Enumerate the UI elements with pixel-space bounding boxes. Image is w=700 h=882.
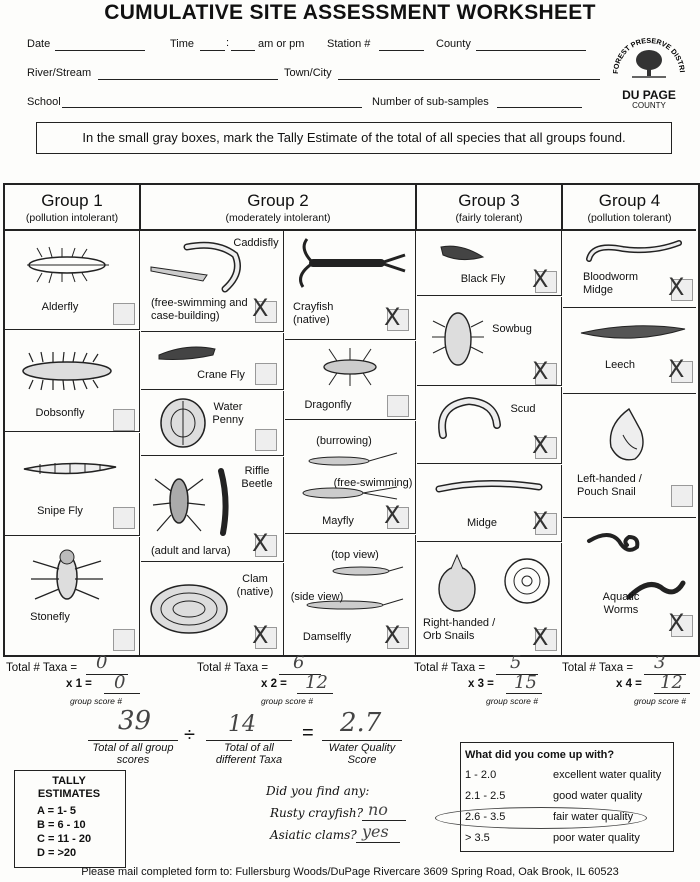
date-field[interactable]: [55, 50, 145, 51]
group-subtitle: (fairly tolerant): [455, 212, 523, 224]
total-taxa-value: 14: [228, 712, 256, 737]
tally-box[interactable]: [255, 429, 277, 451]
organism-name: Left-handed / Pouch Snail: [577, 473, 642, 498]
snails-illustration: [431, 551, 555, 615]
tally-mark: X: [252, 294, 269, 322]
riffle-beetle-illustration: [151, 461, 241, 537]
organism-name: Midge: [467, 517, 497, 529]
bloodworm-illustration: [583, 237, 683, 267]
group-title: Group 2: [247, 191, 309, 210]
wq-title: What did you come up with?: [465, 749, 615, 761]
time-label: Time: [170, 38, 195, 50]
damselfly-top-view-note: (top view): [331, 549, 379, 561]
total-taxa-label: Total # Taxa =: [197, 662, 269, 674]
river-field[interactable]: [98, 79, 278, 80]
wq-quality: good water quality: [553, 790, 643, 802]
mayfly-burrowing-note: (burrowing): [316, 435, 372, 447]
logo-sub: COUNTY: [632, 101, 666, 110]
mayfly-free-swimming-note: (free-swimming): [333, 477, 413, 489]
water-quality-score-label: Water Quality Score: [328, 742, 396, 766]
town-field[interactable]: [338, 79, 600, 80]
cell-mayfly: [285, 421, 416, 534]
cell-caddisfly: [141, 231, 284, 332]
tally-mark: X: [252, 621, 269, 649]
tally-box[interactable]: [671, 485, 693, 507]
crayfish-question: Rusty crayfish?: [270, 806, 364, 820]
group-2-header: [141, 185, 417, 231]
tally-row: B = 6 - 10: [37, 819, 86, 831]
multiplier: x 3 =: [468, 678, 494, 690]
organism-name: Alderfly: [41, 301, 79, 313]
group-subtitle: (pollution tolerant): [587, 212, 672, 224]
cell-alderfly: [5, 231, 140, 330]
group-score-label: group score #: [634, 696, 686, 706]
damselfly-illustration: [295, 561, 405, 617]
tally-box[interactable]: [255, 363, 277, 385]
organism-name: Dragonfly: [304, 399, 352, 411]
instruction-box: In the small gray boxes, mark the Tally Estimate of the total of all species that all groups found.: [36, 122, 672, 154]
subsamples-field[interactable]: [497, 107, 582, 108]
organism-name: Right-handed / Orb Snails: [423, 617, 496, 642]
tally-mark: X: [384, 621, 401, 649]
selected-range-circle: [435, 807, 647, 829]
cell-crayfish: [285, 231, 416, 340]
cell-sowbug: [417, 297, 562, 386]
cell-aquatic-worms: [563, 519, 696, 655]
cell-water-penny: [141, 391, 284, 456]
date-label: Date: [27, 38, 51, 50]
tally-mark: X: [252, 529, 269, 557]
water-quality-table: [460, 742, 674, 852]
station-label: Station #: [327, 38, 371, 50]
organism-name: Crayfish (native): [293, 301, 334, 326]
total-taxa-label: Total # Taxa =: [562, 662, 634, 674]
total-scores-value: 39: [118, 706, 152, 736]
cell-bloodworm: [563, 231, 696, 308]
school-label: School: [27, 96, 61, 108]
tally-mark: X: [668, 273, 685, 301]
organism-grid: [3, 183, 700, 657]
cell-clam: [141, 563, 284, 655]
organism-name: Leech: [605, 359, 635, 371]
organism-name: Dobsonfly: [35, 407, 85, 419]
wq-quality: excellent water quality: [553, 769, 662, 781]
dobsonfly-illustration: [15, 351, 120, 391]
wq-quality: poor water quality: [553, 832, 640, 844]
scud-illustration: [433, 395, 503, 445]
group-score-value: 0: [114, 672, 126, 693]
station-field[interactable]: [379, 50, 424, 51]
county-field[interactable]: [476, 50, 586, 51]
multiplier: x 2 =: [261, 678, 287, 690]
tally-mark: X: [532, 265, 549, 293]
group-score-label: group score #: [261, 696, 313, 706]
black-fly-illustration: [437, 241, 487, 265]
tally-mark: X: [532, 507, 549, 535]
wq-range: 1 - 2.0: [465, 769, 497, 781]
tree-icon: [610, 26, 688, 84]
total-taxa-value: 0: [96, 652, 108, 673]
tally-title: TALLY ESTIMATES: [37, 775, 101, 800]
tally-estimates-box: [14, 770, 126, 868]
cell-right-handed-snails: [417, 543, 562, 655]
riffle-note: (adult and larva): [151, 545, 231, 557]
clam-illustration: [149, 577, 231, 637]
cell-dragonfly: [285, 341, 416, 420]
total-taxa-value: 3: [654, 652, 666, 673]
wq-range: 2.1 - 2.5: [465, 790, 506, 802]
tally-row: D = >20: [37, 847, 77, 859]
subsamples-label: Number of sub-samples: [372, 96, 489, 108]
river-label: River/Stream: [27, 67, 92, 79]
organism-name: Black Fly: [460, 273, 506, 285]
tally-box[interactable]: [113, 629, 135, 651]
cell-pouch-snail: [563, 395, 696, 518]
group-title: Group 3: [458, 191, 520, 210]
water-quality-score-value: 2.7: [340, 708, 382, 738]
group-score-label: group score #: [486, 696, 538, 706]
sowbug-illustration: [431, 305, 485, 371]
total-scores-label: Total of all group scores: [92, 742, 174, 766]
organism-name: Mayfly: [322, 515, 354, 527]
organism-name: Crane Fly: [197, 369, 245, 381]
organism-name: Bloodworm Midge: [583, 271, 639, 296]
tally-box[interactable]: [113, 303, 135, 325]
cell-crane-fly: [141, 333, 284, 390]
midge-illustration: [433, 475, 545, 499]
leech-illustration: [577, 321, 689, 345]
tally-mark: X: [384, 501, 401, 529]
dragonfly-illustration: [315, 347, 385, 387]
time-colon: :: [226, 37, 230, 49]
tally-mark: X: [384, 303, 401, 331]
group-1-header: [5, 185, 141, 231]
clams-question: Asiatic clams?: [270, 828, 357, 842]
county-label: County: [436, 38, 471, 50]
tally-box[interactable]: [113, 507, 135, 529]
wq-quality: fair water quality: [553, 811, 634, 823]
wq-range: > 3.5: [465, 832, 490, 844]
questions-intro: Did you find any:: [266, 784, 370, 798]
tally-box[interactable]: [113, 409, 135, 431]
organism-name: Riffle Beetle: [241, 465, 273, 490]
divide-sign: ÷: [184, 724, 195, 746]
crayfish-answer[interactable]: no: [368, 800, 388, 819]
group-subtitle: (moderately intolerant): [225, 212, 331, 224]
total-taxa-label: Total # Taxa =: [414, 662, 486, 674]
organism-name: Damselfly: [302, 631, 352, 643]
organism-name: Stonefly: [30, 611, 70, 623]
group-4-total: [562, 652, 696, 706]
group-score-value: 15: [514, 672, 537, 693]
tally-mark: X: [668, 355, 685, 383]
caddisfly-note: (free-swimming and case-building): [151, 297, 248, 322]
crane-fly-illustration: [157, 341, 217, 363]
organism-name: Water Penny: [212, 401, 244, 426]
cell-damselfly: [285, 535, 416, 655]
cell-midge: [417, 465, 562, 542]
am-pm-label: am or pm: [258, 38, 305, 50]
tally-mark: X: [532, 431, 549, 459]
cell-leech: [563, 309, 696, 394]
tally-row: C = 11 - 20: [37, 833, 92, 845]
total-taxa-label: Total of all different Taxa: [215, 742, 283, 766]
tally-box[interactable]: [387, 395, 409, 417]
forest-preserve-logo: [610, 26, 688, 112]
stonefly-illustration: [25, 547, 110, 607]
pouch-snail-illustration: [599, 405, 651, 465]
group-3-total: [414, 652, 554, 706]
group-title: Group 1: [41, 191, 103, 210]
group-4-header: [563, 185, 696, 231]
group-1-total: [6, 652, 156, 706]
group-score-value: 12: [660, 672, 683, 693]
school-field[interactable]: [62, 107, 362, 108]
town-label: Town/City: [284, 67, 332, 79]
equals-sign: =: [302, 722, 314, 744]
alderfly-illustration: [17, 245, 117, 285]
organism-name: Snipe Fly: [37, 505, 83, 517]
group-score-label: group score #: [70, 696, 122, 706]
total-taxa-label: Total # Taxa =: [6, 662, 78, 674]
time-hour-field[interactable]: [200, 50, 225, 51]
tally-row: A = 1- 5: [37, 805, 77, 817]
cell-riffle-beetle: [141, 457, 284, 562]
damselfly-side-view-note: (side view): [290, 591, 344, 603]
tally-mark: X: [532, 357, 549, 385]
tally-mark: X: [532, 623, 549, 651]
cell-scud: [417, 387, 562, 464]
organism-name: Aquatic Worms: [602, 591, 640, 616]
organism-name: Scud: [510, 403, 536, 415]
cell-stonefly: [5, 537, 140, 655]
tally-mark: X: [668, 609, 685, 637]
page-title: CUMULATIVE SITE ASSESSMENT WORKSHEET: [104, 1, 596, 24]
group-3-header: [417, 185, 563, 231]
cell-dobsonfly: [5, 331, 140, 432]
clams-answer[interactable]: yes: [362, 822, 389, 841]
crayfish-illustration: [293, 235, 411, 291]
cell-snipe-fly: [5, 433, 140, 536]
mailing-footer: Please mail completed form to: Fullersburg Woods/DuPage Rivercare 3609 Spring Road, Oak Brook, IL 60523: [81, 866, 619, 878]
total-taxa-value: 5: [510, 652, 522, 673]
water-penny-illustration: [157, 397, 209, 449]
organism-name: Caddisfly: [233, 237, 279, 249]
wq-range: 2.6 - 3.5: [465, 811, 506, 823]
logo-name: DU PAGE: [622, 88, 676, 102]
total-taxa-value: 6: [293, 652, 305, 673]
organism-name: Clam (native): [236, 573, 274, 598]
group-score-value: 12: [305, 672, 328, 693]
group-2-total: [197, 652, 347, 706]
time-minute-field[interactable]: [231, 50, 255, 51]
group-subtitle: (pollution intolerant): [25, 212, 119, 224]
multiplier: x 1 =: [66, 678, 92, 690]
group-title: Group 4: [598, 191, 661, 210]
organism-name: Sowbug: [492, 323, 532, 335]
snipe-fly-illustration: [20, 457, 120, 481]
cell-black-fly: [417, 231, 562, 296]
logo-arc-text: FOREST PRESERVE DISTRI: [610, 35, 687, 75]
multiplier: x 4 =: [616, 678, 642, 690]
